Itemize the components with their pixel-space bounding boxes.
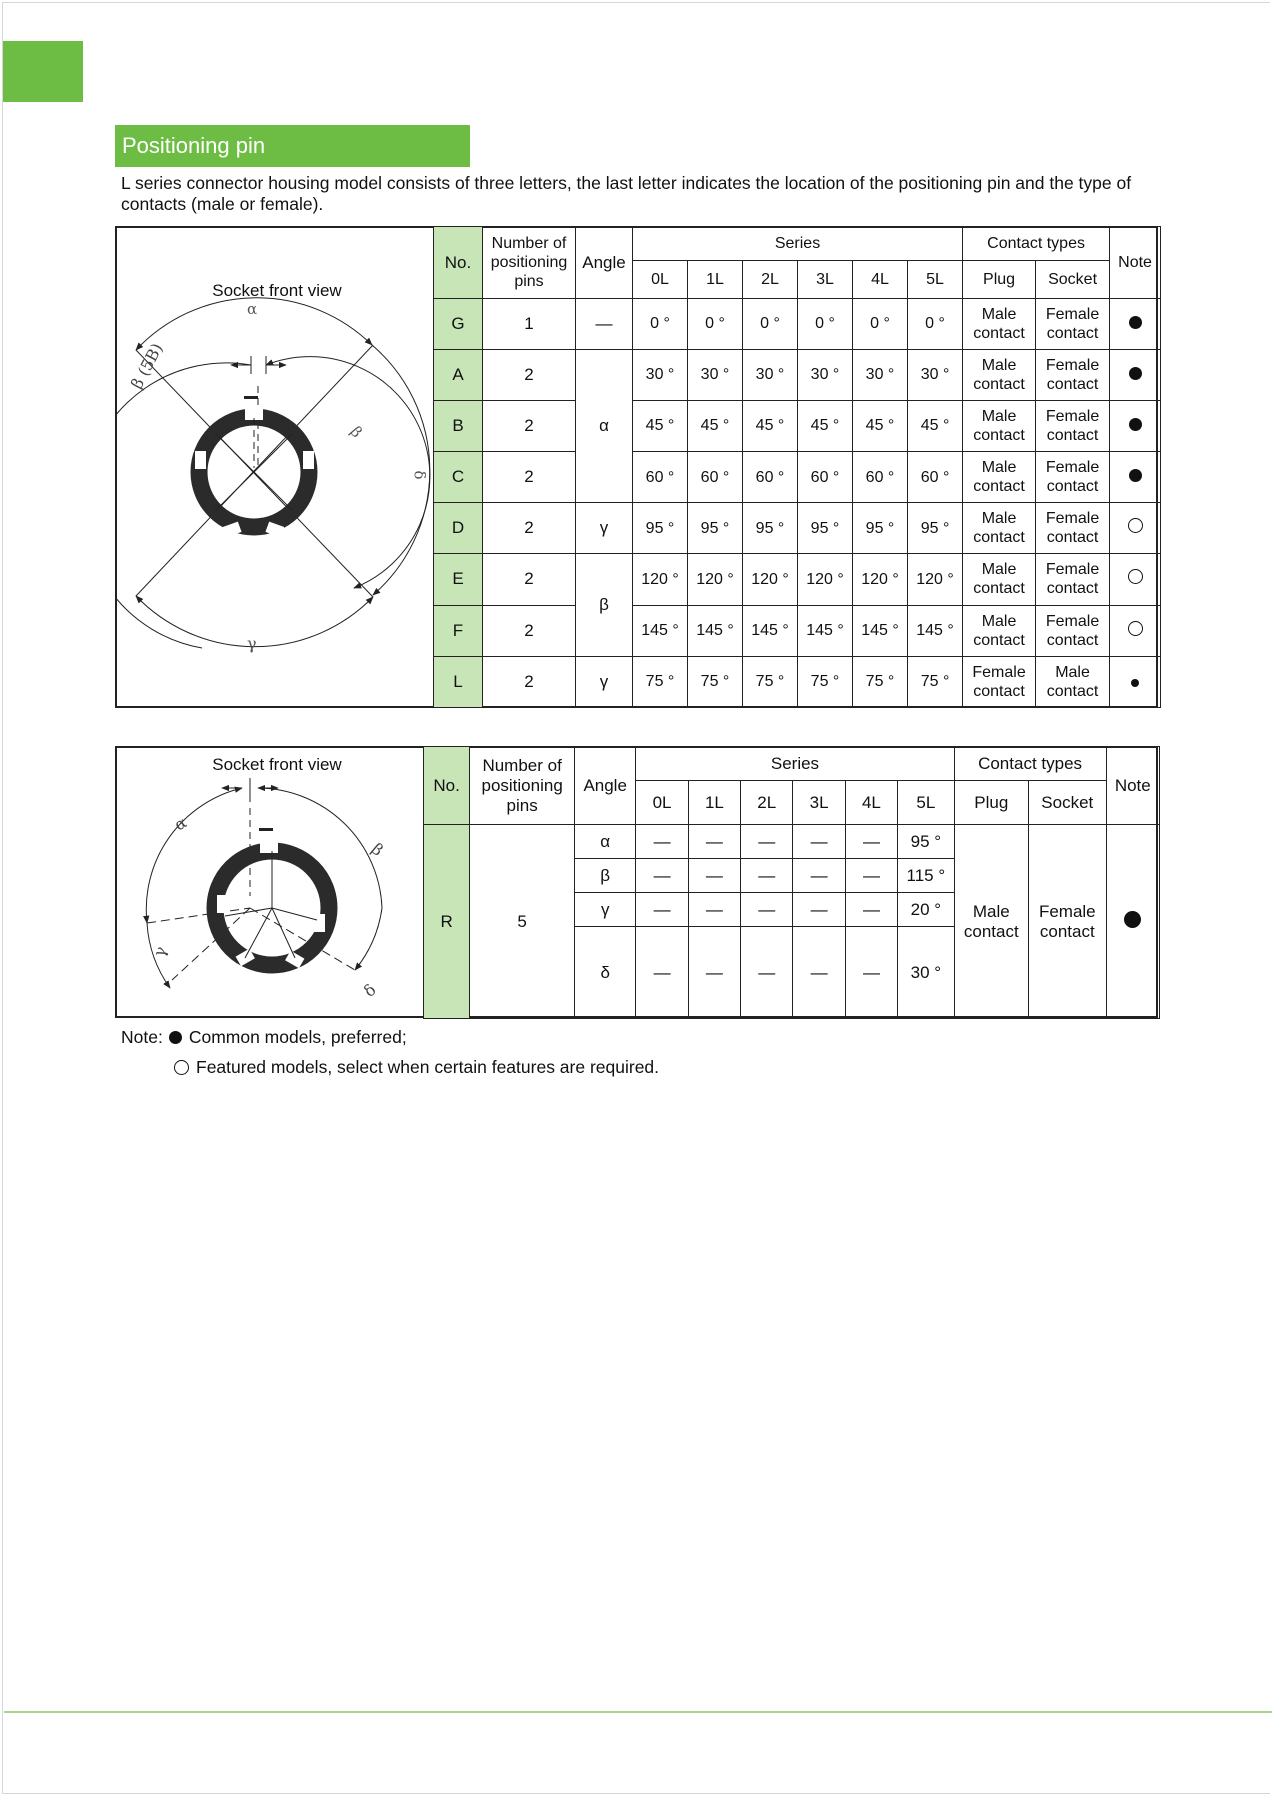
table-row <box>434 299 1161 349</box>
series-value: 75 ° <box>908 656 963 707</box>
model-no-cell: C <box>434 451 483 502</box>
angle-cell: γ <box>576 503 633 554</box>
label-gamma: γ <box>149 943 171 960</box>
header-series-col: 1L <box>688 781 740 825</box>
header-no: No. <box>434 227 483 299</box>
series-value: 60 ° <box>853 451 908 502</box>
plug-cell: Male contact <box>963 400 1036 451</box>
series-value: — <box>845 927 897 1019</box>
model-no-cell: R <box>424 825 470 1019</box>
series-value: 120 ° <box>743 554 798 605</box>
series-value: — <box>636 893 688 927</box>
filled-circle-icon <box>1129 316 1142 329</box>
header-series-col: 5L <box>898 781 954 825</box>
note-cell <box>1110 503 1161 554</box>
series-value: 95 ° <box>798 503 853 554</box>
section-title: Positioning pin <box>115 125 470 167</box>
filled-circle-icon <box>169 1031 182 1044</box>
pins-cell: 2 <box>483 503 576 554</box>
connector-ring-icon <box>195 396 314 537</box>
filled-circle-icon <box>1129 367 1142 380</box>
series-value: 30 ° <box>688 349 743 400</box>
label-delta: δ <box>360 980 380 1001</box>
series-value: 120 ° <box>688 554 743 605</box>
angle-cell: δ <box>574 927 635 1019</box>
socket-cell: Female contact <box>1029 825 1107 1019</box>
header-series-col: 0L <box>633 261 688 299</box>
footer-rule <box>4 1711 1272 1713</box>
positioning-pin-table-2 <box>115 746 1158 1018</box>
spec-table-1 <box>433 226 1161 708</box>
model-no-cell: D <box>434 503 483 554</box>
diagram-title: Socket front view <box>212 755 342 774</box>
header-series-col: 0L <box>636 781 688 825</box>
series-value: 45 ° <box>633 400 688 451</box>
series-value: 145 ° <box>853 605 908 656</box>
header-series-col: 3L <box>798 261 853 299</box>
header-series-col: 2L <box>741 781 793 825</box>
series-value: 30 ° <box>898 927 954 1019</box>
label-alpha: α <box>247 300 258 318</box>
series-value: 20 ° <box>898 893 954 927</box>
socket-cell: Female contact <box>1036 400 1110 451</box>
series-value: 145 ° <box>743 605 798 656</box>
series-value: 75 ° <box>688 656 743 707</box>
series-value: — <box>688 893 740 927</box>
series-value: 75 ° <box>853 656 908 707</box>
series-value: 120 ° <box>633 554 688 605</box>
series-value: 30 ° <box>908 349 963 400</box>
pins-cell: 5 <box>470 825 575 1019</box>
header-socket: Socket <box>1036 261 1110 299</box>
plug-cell: Male contact <box>963 299 1036 349</box>
filled-circle-icon <box>1129 469 1142 482</box>
series-value: 0 ° <box>798 299 853 349</box>
series-value: 60 ° <box>688 451 743 502</box>
series-value: — <box>741 825 793 859</box>
series-value: 0 ° <box>633 299 688 349</box>
angle-cell: γ <box>576 656 633 707</box>
series-value: — <box>845 859 897 893</box>
series-value: 120 ° <box>798 554 853 605</box>
label-beta-5b: β (5B) <box>127 339 167 392</box>
series-value: 60 ° <box>633 451 688 502</box>
pins-cell: 2 <box>483 605 576 656</box>
header-series-col: 3L <box>793 781 845 825</box>
model-no-cell: B <box>434 400 483 451</box>
pins-cell: 2 <box>483 349 576 400</box>
open-circle-icon <box>1128 621 1143 636</box>
header-no: No. <box>424 747 470 825</box>
series-value: 45 ° <box>853 400 908 451</box>
series-value: 145 ° <box>908 605 963 656</box>
note-cell <box>1110 451 1161 502</box>
header-series: Series <box>636 747 954 781</box>
header-plug: Plug <box>954 781 1028 825</box>
socket-cell: Female contact <box>1036 349 1110 400</box>
filled-circle-icon <box>1129 418 1142 431</box>
open-circle-icon <box>1128 569 1143 584</box>
table-row <box>434 400 1161 451</box>
series-value: 60 ° <box>798 451 853 502</box>
label-alpha: α <box>170 812 190 835</box>
series-value: 45 ° <box>798 400 853 451</box>
plug-cell: Male contact <box>963 554 1036 605</box>
series-value: — <box>741 927 793 1019</box>
series-value: 95 ° <box>743 503 798 554</box>
series-value: 0 ° <box>688 299 743 349</box>
socket-cell: Female contact <box>1036 605 1110 656</box>
table-row <box>434 554 1161 605</box>
note-label: Note: <box>121 1027 163 1047</box>
socket-cell: Female contact <box>1036 299 1110 349</box>
angle-cell: β <box>574 859 635 893</box>
series-value: — <box>688 927 740 1019</box>
series-value: 45 ° <box>743 400 798 451</box>
note-cell <box>1110 349 1161 400</box>
note-cell <box>1110 554 1161 605</box>
pins-cell: 1 <box>483 299 576 349</box>
series-value: — <box>636 825 688 859</box>
note-cell <box>1110 656 1161 707</box>
series-value: 0 ° <box>908 299 963 349</box>
diagram-title: Socket front view <box>212 281 342 300</box>
series-value: — <box>793 825 845 859</box>
socket-cell: Female contact <box>1036 503 1110 554</box>
note-featured-text: Featured models, select when certain features are required. <box>196 1057 660 1077</box>
series-value: — <box>688 859 740 893</box>
series-value: — <box>793 893 845 927</box>
pins-cell: 2 <box>483 400 576 451</box>
header-series-col: 4L <box>853 261 908 299</box>
series-value: 95 ° <box>853 503 908 554</box>
series-value: — <box>741 859 793 893</box>
series-value: 145 ° <box>688 605 743 656</box>
plug-cell: Male contact <box>963 503 1036 554</box>
header-series-col: 1L <box>688 261 743 299</box>
header-note: Note <box>1110 227 1161 299</box>
open-circle-icon <box>1128 518 1143 533</box>
label-beta: β <box>367 839 388 860</box>
pins-cell: 2 <box>483 656 576 707</box>
angle-cell: β <box>576 554 633 656</box>
model-no-cell: A <box>434 349 483 400</box>
series-value: 75 ° <box>798 656 853 707</box>
series-value: — <box>845 893 897 927</box>
series-value: 30 ° <box>633 349 688 400</box>
header-series-col: 4L <box>845 781 897 825</box>
plug-cell: Male contact <box>963 605 1036 656</box>
header-series: Series <box>633 227 963 261</box>
spec-table-2 <box>423 746 1160 1019</box>
note-cell <box>1110 299 1161 349</box>
series-value: — <box>688 825 740 859</box>
angle-cell: γ <box>574 893 635 927</box>
model-no-cell: F <box>434 605 483 656</box>
connector-ring-icon <box>215 828 329 968</box>
series-value: 95 ° <box>633 503 688 554</box>
series-value: 0 ° <box>743 299 798 349</box>
series-value: 30 ° <box>743 349 798 400</box>
plug-cell: Male contact <box>954 825 1028 1019</box>
socket-cell: Female contact <box>1036 451 1110 502</box>
series-value: — <box>793 859 845 893</box>
pins-cell: 2 <box>483 451 576 502</box>
note-cell <box>1110 605 1161 656</box>
note-common-text: Common models, preferred; <box>188 1027 407 1047</box>
angle-cell: — <box>576 299 633 349</box>
series-value: 0 ° <box>853 299 908 349</box>
series-value: 60 ° <box>743 451 798 502</box>
series-value: 45 ° <box>908 400 963 451</box>
series-value: — <box>636 859 688 893</box>
note-cell <box>1110 400 1161 451</box>
series-value: 75 ° <box>633 656 688 707</box>
angle-cell: α <box>576 349 633 503</box>
header-angle: Angle <box>574 747 635 825</box>
series-value: 115 ° <box>898 859 954 893</box>
open-circle-icon <box>174 1060 189 1075</box>
table-row <box>434 605 1161 656</box>
positioning-pin-table-1 <box>115 226 1158 708</box>
series-value: 145 ° <box>633 605 688 656</box>
series-value: — <box>845 825 897 859</box>
table-row <box>434 503 1161 554</box>
series-value: 30 ° <box>798 349 853 400</box>
series-value: 60 ° <box>908 451 963 502</box>
series-value: 75 ° <box>743 656 798 707</box>
table-row <box>434 349 1161 400</box>
plug-cell: Female contact <box>963 656 1036 707</box>
header-plug: Plug <box>963 261 1036 299</box>
note-common <box>121 1026 407 1048</box>
socket-cell: Male contact <box>1036 656 1110 707</box>
header-note: Note <box>1106 747 1159 825</box>
plug-cell: Male contact <box>963 451 1036 502</box>
series-value: 145 ° <box>798 605 853 656</box>
note-cell <box>1106 825 1159 1019</box>
series-value: — <box>636 927 688 1019</box>
intro-text: L series connector housing model consists of three letters, the last letter indicates the location of the positioning pin and the type of contacts (male or female). <box>121 173 1132 214</box>
header-contact-types: Contact types <box>954 747 1106 781</box>
header-angle: Angle <box>576 227 633 299</box>
table-row <box>434 656 1161 707</box>
header-pins: Number of positioning pins <box>470 747 575 825</box>
header-series-col: 2L <box>743 261 798 299</box>
corner-tab <box>3 41 83 102</box>
filled-circle-icon <box>1131 679 1139 687</box>
model-no-cell: G <box>434 299 483 349</box>
header-pins: Number of positioning pins <box>483 227 576 299</box>
table-row <box>434 451 1161 502</box>
label-gamma: γ <box>247 634 257 653</box>
series-value: 120 ° <box>908 554 963 605</box>
series-value: — <box>793 927 845 1019</box>
header-socket: Socket <box>1029 781 1107 825</box>
model-no-cell: L <box>434 656 483 707</box>
model-no-cell: E <box>434 554 483 605</box>
series-value: 95 ° <box>688 503 743 554</box>
pins-cell: 2 <box>483 554 576 605</box>
angle-cell: α <box>574 825 635 859</box>
label-delta: δ <box>410 470 429 480</box>
header-contact-types: Contact types <box>963 227 1110 261</box>
series-value: 95 ° <box>898 825 954 859</box>
plug-cell: Male contact <box>963 349 1036 400</box>
header-series-col: 5L <box>908 261 963 299</box>
label-beta: β <box>346 422 367 442</box>
series-value: — <box>741 893 793 927</box>
series-value: 120 ° <box>853 554 908 605</box>
series-value: 95 ° <box>908 503 963 554</box>
socket-cell: Female contact <box>1036 554 1110 605</box>
series-value: 30 ° <box>853 349 908 400</box>
series-value: 45 ° <box>688 400 743 451</box>
socket-front-view-diagram-2 <box>117 748 425 1016</box>
note-featured <box>174 1056 659 1078</box>
filled-circle-icon <box>1124 911 1141 928</box>
